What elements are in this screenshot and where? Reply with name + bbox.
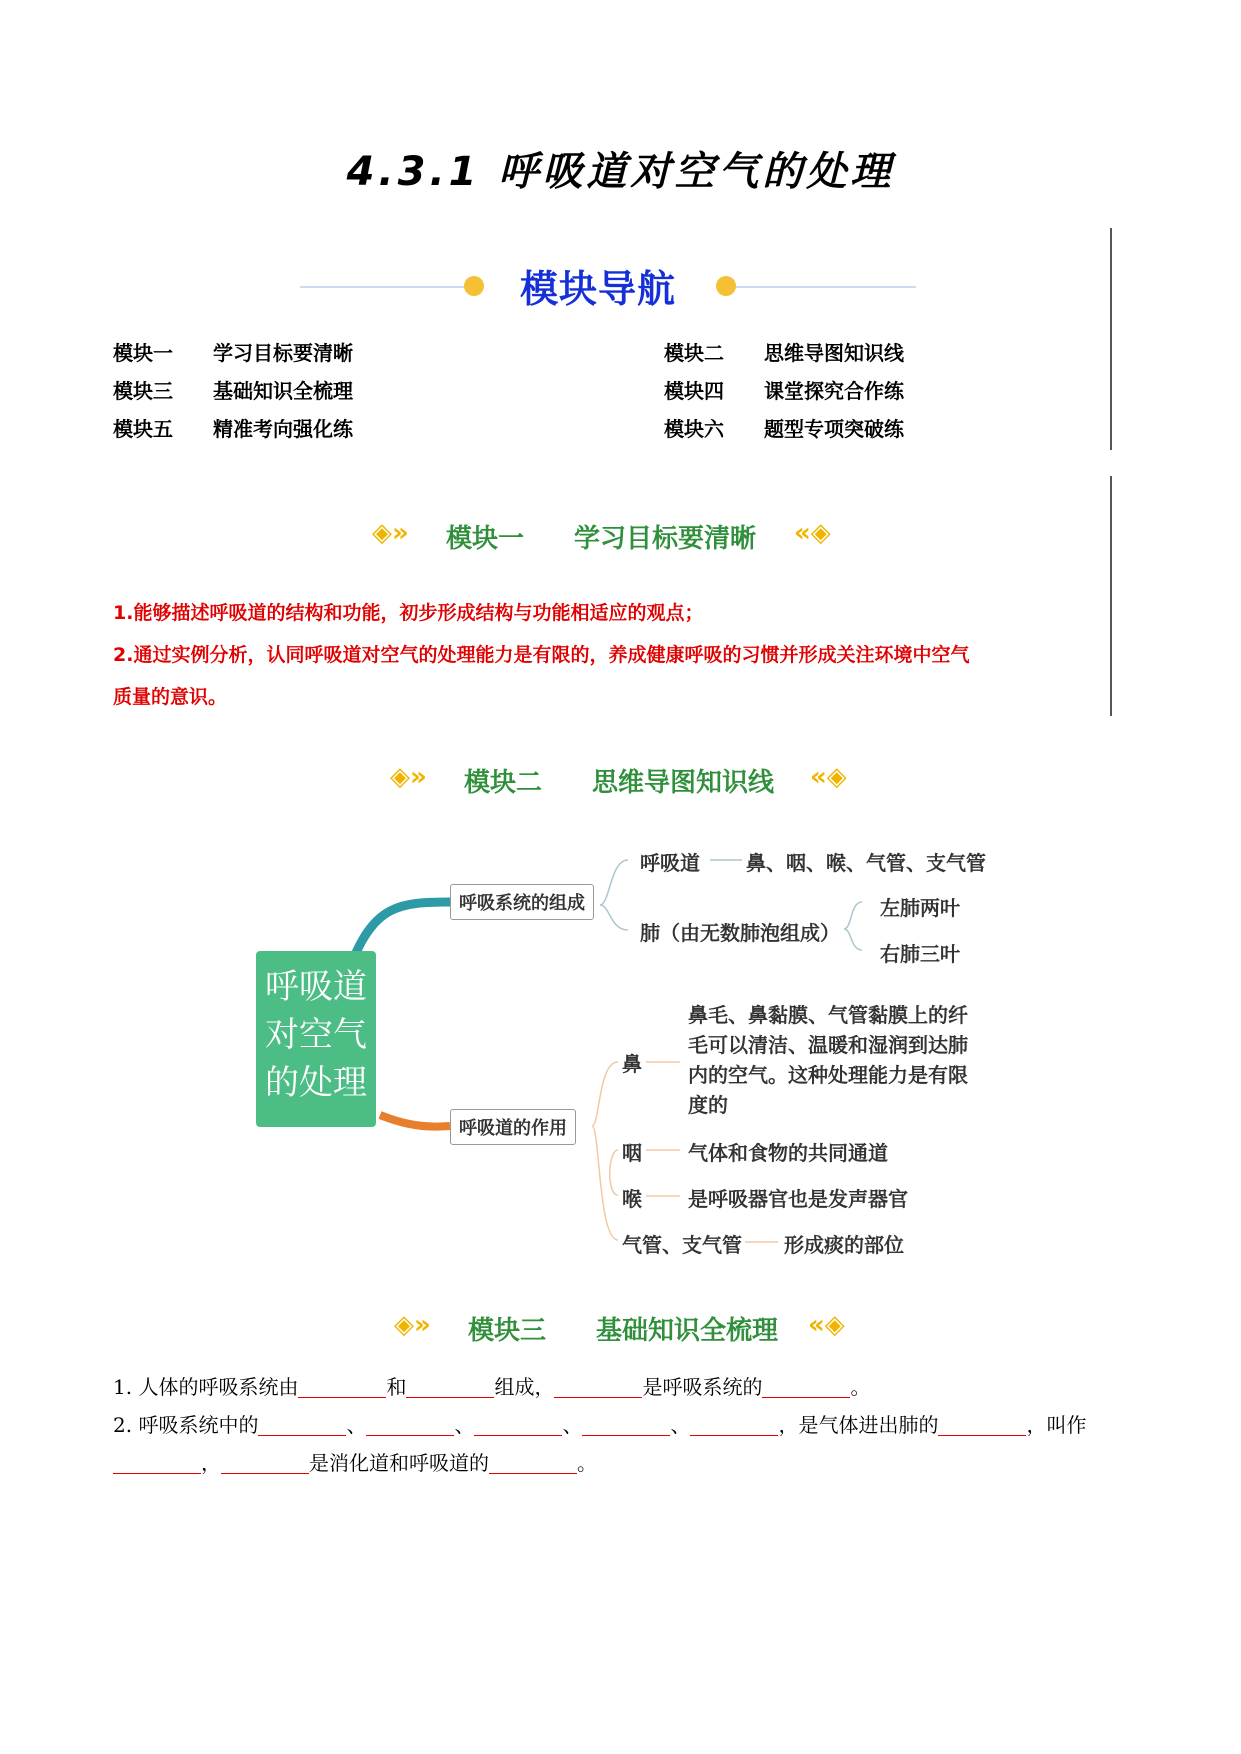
blank-input[interactable] — [489, 1451, 577, 1474]
mindmap-tract-parts: 鼻、咽、喉、气管、支气管 — [746, 851, 986, 875]
objective-1: 1.能够描述呼吸道的结构和功能，初步形成结构与功能相适应的观点； — [113, 602, 704, 624]
mindmap-lung-label: 肺（由无数肺泡组成） — [640, 921, 840, 945]
blank-input[interactable] — [113, 1451, 201, 1474]
basics-question-1: 1. 人体的呼吸系统由 和 组成， 是呼吸系统的 。 — [113, 1375, 871, 1399]
nav-item-3[interactable]: 模块三 基础知识全梳理 — [113, 379, 353, 403]
basics-question-2: 2. 呼吸系统中的 、 、 、 、 ，是气体进出肺的 ，叫作 — [113, 1413, 1087, 1437]
nav-item-1[interactable]: 模块一 学习目标要清晰 — [113, 341, 353, 365]
section2-heading: 模块二 思维导图知识线 — [464, 768, 775, 798]
mindmap-right-lung: 右肺三叶 — [880, 942, 960, 966]
mindmap-left-lung: 左肺两叶 — [880, 896, 960, 920]
mindmap-tract-label: 呼吸道 — [640, 851, 700, 875]
nav-heading: 模块导航 — [520, 267, 677, 311]
nav-item-6[interactable]: 模块六 题型专项突破练 — [664, 417, 904, 441]
section2-chevron-right: «◈ — [810, 762, 847, 792]
mindmap-branch-function: 呼吸道的作用 — [450, 1109, 576, 1145]
section1-chevron-right: «◈ — [794, 518, 831, 548]
nav-item-4[interactable]: 模块四 课堂探究合作练 — [664, 379, 904, 403]
section3-chevron-left: ◈» — [394, 1310, 431, 1340]
section1-chevron-left: ◈» — [372, 518, 409, 548]
mindmap-nose-label: 鼻 — [622, 1052, 642, 1076]
section3-chevron-right: «◈ — [808, 1310, 845, 1340]
blank-input[interactable] — [258, 1413, 346, 1436]
blank-input[interactable] — [406, 1375, 494, 1398]
mindmap-pharynx-label: 咽 — [622, 1141, 642, 1165]
basics-question-2-cont: ， 是消化道和呼吸道的 。 — [113, 1444, 1133, 1482]
mindmap-larynx-label: 喉 — [622, 1187, 642, 1211]
blank-input[interactable] — [938, 1413, 1026, 1436]
nav-item-5[interactable]: 模块五 精准考向强化练 — [113, 417, 353, 441]
mindmap-nose-desc: 鼻毛、鼻黏膜、气管黏膜上的纤 毛可以清洁、温暖和湿润到达肺 内的空气。这种处理能力是有限 度的 — [688, 1003, 968, 1117]
blank-input[interactable] — [762, 1375, 850, 1398]
blank-input[interactable] — [474, 1413, 562, 1436]
mindmap-branch-composition: 呼吸系统的组成 — [450, 884, 594, 920]
blank-input[interactable] — [690, 1413, 778, 1436]
blank-input[interactable] — [582, 1413, 670, 1436]
mindmap-trachea-label: 气管、支气管 — [622, 1233, 742, 1257]
objective-2: 2.通过实例分析，认同呼吸道对空气的处理能力是有限的，养成健康呼吸的习惯并形成关注环境中空气 — [113, 644, 970, 666]
mindmap-pharynx-desc: 气体和食物的共同通道 — [688, 1141, 888, 1165]
mindmap-larynx-desc: 是呼吸器官也是发声器官 — [688, 1187, 908, 1211]
section3-heading: 模块三 基础知识全梳理 — [468, 1316, 779, 1346]
blank-input[interactable] — [366, 1413, 454, 1436]
blank-input[interactable] — [221, 1451, 309, 1474]
mindmap-trachea-desc: 形成痰的部位 — [784, 1233, 904, 1257]
page-title: 4.3.1 呼吸道对空气的处理 — [346, 149, 895, 195]
objective-2-cont: 质量的意识。 — [113, 686, 228, 708]
blank-input[interactable] — [554, 1375, 642, 1398]
nav-item-2[interactable]: 模块二 思维导图知识线 — [664, 341, 904, 365]
section1-heading: 模块一 学习目标要清晰 — [446, 524, 757, 554]
mindmap-center-node: 呼吸道 对空气 的处理 — [256, 951, 376, 1127]
section2-chevron-left: ◈» — [390, 762, 427, 792]
blank-input[interactable] — [298, 1375, 386, 1398]
